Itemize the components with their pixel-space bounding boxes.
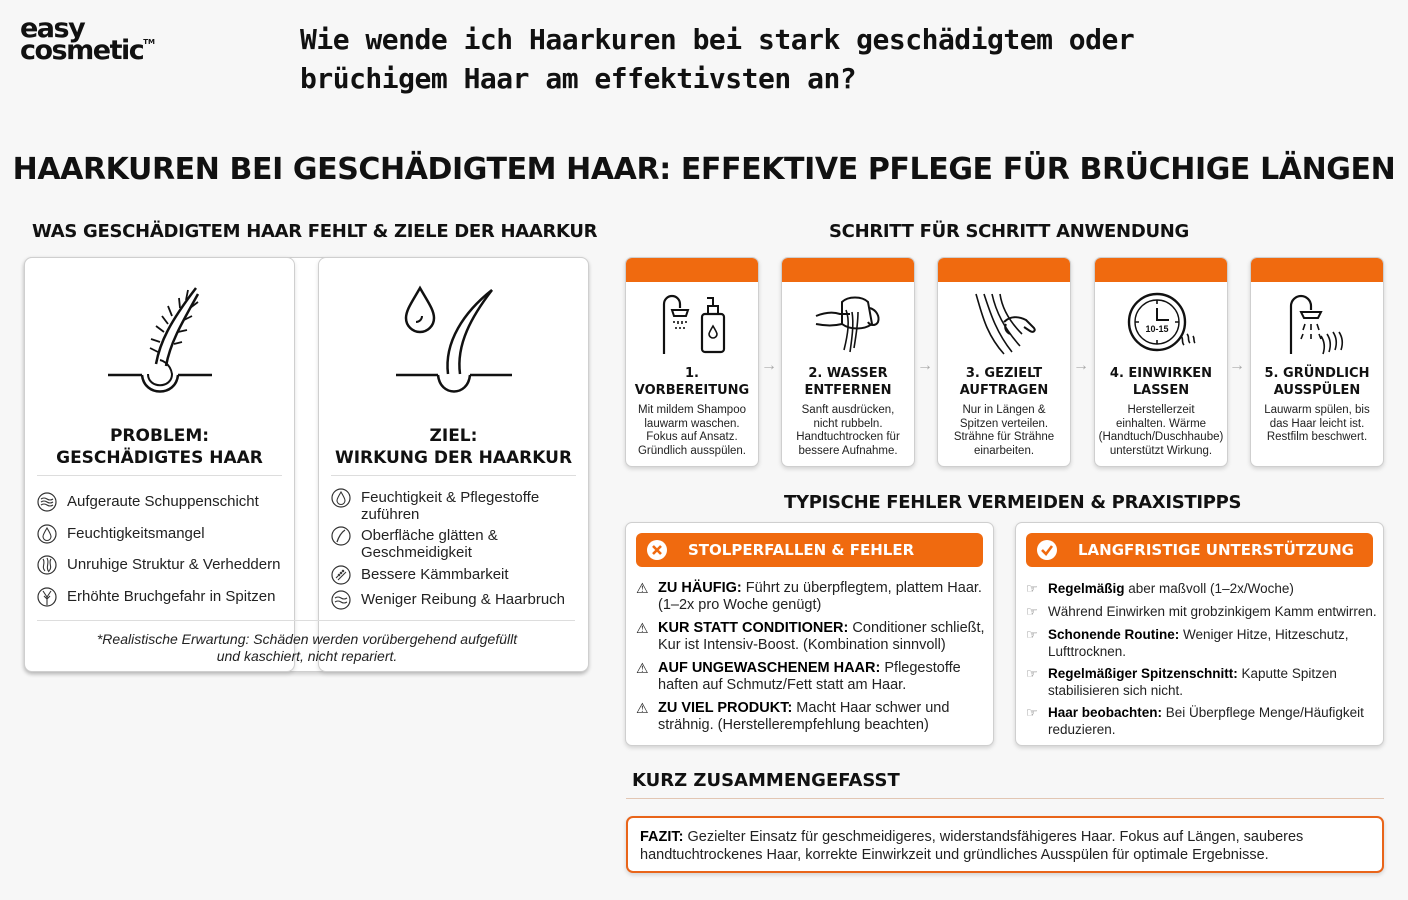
pointing-hand-icon: ☞ (1026, 627, 1038, 642)
problem-goal-card (24, 257, 588, 672)
divider (37, 620, 575, 621)
support-item (1026, 666, 1337, 699)
pointing-hand-icon: ☞ (1026, 705, 1038, 720)
left-section-title: WAS GESCHÄDIGTEM HAAR FEHLT & ZIELE DER HAARKUR (32, 221, 598, 242)
check-circle-icon (1036, 539, 1058, 561)
step-title: 1. VORBEREITUNG (634, 366, 750, 398)
tip-bold: Regelmäßiger Spitzenschnitt: (1048, 666, 1238, 681)
support-item (1026, 705, 1364, 738)
warning-icon: ⚠ (636, 620, 649, 636)
x-circle-icon (646, 539, 668, 561)
tip-text: Kaputte Spitzen (1237, 666, 1337, 681)
problem-item-text: Aufgeraute Schuppenschicht (67, 493, 259, 510)
tip-text: Während Einwirken mit grobzinkigem Kamm entwirren. (1048, 604, 1377, 619)
step-bar (1095, 258, 1227, 282)
fazit-text: handtuchtrockenes Haar, korrekte Einwirkzeit und gründliches Ausspülen für optimale Ergebnisse. (640, 847, 1269, 863)
divider (626, 798, 1384, 799)
error-text: strähnig. (Herstellerempfehlung beachten) (658, 717, 929, 733)
error-text: Macht Haar schwer und (792, 700, 950, 716)
note-line: *Realistische Erwartung: Schäden werden vorübergehend aufgefüllt (96, 631, 518, 647)
tip-bold: Haar beobachten: (1048, 705, 1163, 720)
healthy-hair-droplet-icon (394, 282, 514, 410)
goal-item-text: Weniger Reibung & Haarbruch (361, 591, 566, 608)
shower-bottle-icon (656, 290, 728, 356)
tips-section-title: TYPISCHE FEHLER VERMEIDEN & PRAXISTIPPS (784, 492, 1242, 513)
goal-item-text: Feuchtigkeit & Pflegestoffe zuführen (361, 489, 540, 523)
tip-bold: Regelmäßig (1048, 581, 1125, 596)
divider (37, 475, 282, 476)
brand-line2: cosmetic (20, 35, 144, 67)
step-desc: Lauwarm spülen, bis (1264, 404, 1370, 416)
problem-item-text: Erhöhte Bruchgefahr in Spitzen (67, 588, 276, 605)
brand-logo (20, 13, 155, 67)
tip-text: Bei Überpflege Menge/Häufigkeit (1162, 705, 1364, 720)
error-bold: ZU VIEL PRODUKT: (658, 700, 793, 716)
goal-item (331, 527, 531, 561)
support-box (1015, 522, 1384, 746)
smooth-strand-icon (331, 526, 351, 546)
step-card-5 (1250, 257, 1384, 467)
droplet-icon (331, 488, 351, 508)
waves-icon (331, 590, 351, 610)
step-desc: das Haar leicht ist. (1269, 417, 1365, 430)
step-desc: unterstützt Wirkung. (1109, 444, 1213, 457)
fazit-box (626, 816, 1384, 873)
pointing-hand-icon: ☞ (1026, 604, 1038, 619)
support-item (1026, 581, 1294, 598)
pointing-hand-icon: ☞ (1026, 666, 1038, 681)
damaged-hair-follicle-icon (100, 282, 220, 410)
split-end-icon (37, 587, 57, 607)
step-bar (626, 258, 758, 282)
error-text: Conditioner schließt, (848, 620, 985, 636)
note-line: und kaschiert, nicht repariert. (216, 648, 398, 664)
error-item (636, 660, 961, 694)
warning-icon: ⚠ (636, 580, 649, 596)
problem-card (24, 257, 295, 672)
step-title: 3. GEZIELT (965, 366, 1043, 381)
step-desc: Mit mildem Shampoo (637, 404, 746, 416)
problem-item (37, 556, 280, 575)
steps-section-title: SCHRITT FÜR SCHRITT ANWENDUNG (829, 221, 1190, 242)
arrow-right-icon: → (761, 357, 777, 374)
goal-item (331, 591, 565, 610)
error-bold: ZU HÄUFIG: (658, 580, 742, 596)
summary-title: KURZ ZUSAMMENGEFASST (632, 770, 900, 791)
step-desc: einhalten. Wärme (1115, 417, 1207, 430)
problem-item (37, 588, 275, 607)
goal-item-text: Oberfläche glätten & Geschmeidigkeit (361, 527, 498, 561)
clock-label: 10-15 (1145, 324, 1169, 334)
step-desc: bessere Aufnahme. (798, 444, 898, 457)
step-desc: lauwarm waschen. (644, 417, 740, 430)
page-question: Wie wende ich Haarkuren bei stark geschädigtem oder brüchigem Haar am effektivsten an? (300, 23, 1135, 95)
errors-box (625, 522, 994, 746)
step-desc: nicht rubbeln. (813, 417, 883, 430)
problem-item-text: Unruhige Struktur & Verheddern (67, 556, 281, 573)
problem-heading-1: PROBLEM: (109, 426, 210, 446)
shower-head-icon (1281, 290, 1353, 356)
tip-text: stabilisieren sich nicht. (1048, 682, 1184, 698)
step-bar (782, 258, 914, 282)
error-text: Kur ist Intensiv-Boost. (Kombination sinnvoll) (658, 637, 946, 653)
fazit-text: Gezielter Einsatz für geschmeidigeres, widerstandsfähigeres Haar. Fokus auf Längen, sauberes (683, 829, 1304, 845)
step-desc: Restfilm beschwert. (1266, 431, 1368, 444)
error-bold: AUF UNGEWASCHENEM HAAR: (658, 660, 881, 676)
realistic-expectation-note (25, 631, 589, 665)
layers-icon (37, 492, 57, 512)
step-card-1 (625, 257, 759, 467)
main-title: HAARKUREN BEI GESCHÄDIGTEM HAAR: EFFEKTIVE PFLEGE FÜR BRÜCHIGE LÄNGEN (12, 152, 1396, 187)
error-text: Führt zu überpflegtem, plattem Haar. (741, 580, 982, 596)
goal-heading-1: ZIEL: (429, 426, 478, 446)
problem-item (37, 493, 259, 512)
warning-icon: ⚠ (636, 700, 649, 716)
comb-icon (331, 565, 351, 585)
tip-bold: Schonende Routine: (1048, 627, 1180, 642)
step-title: 4. EINWIRKEN (1109, 366, 1213, 381)
error-text: haften auf Schmutz/Fett statt am Haar. (658, 677, 907, 693)
divider (331, 475, 576, 476)
step-desc: Gründlich ausspülen. (637, 444, 747, 457)
support-item (1026, 604, 1377, 621)
goal-item (331, 566, 509, 585)
tip-text: aber maßvoll (1–2x/Woche) (1124, 581, 1294, 596)
error-bold: KUR STATT CONDITIONER: (658, 620, 849, 636)
support-item (1026, 627, 1349, 660)
fazit-label: FAZIT: (640, 829, 684, 845)
goal-card (318, 257, 589, 672)
error-item (636, 620, 985, 654)
step-title: 2. WASSER (808, 366, 888, 381)
brand-tm: TM (143, 38, 155, 47)
droplet-icon (37, 524, 57, 544)
pointing-hand-icon: ☞ (1026, 581, 1038, 596)
step-desc: Spitzen verteilen. (959, 417, 1049, 430)
step-desc: (Handtuch/Duschhaube) (1098, 431, 1224, 444)
step-card-2 (781, 257, 915, 467)
problem-heading-2: GESCHÄDIGTES HAAR (56, 448, 263, 468)
support-banner (1026, 533, 1373, 567)
step-desc: Herstellerzeit (1127, 404, 1195, 416)
step-desc: Handtuchtrocken für (796, 431, 900, 444)
problem-item (37, 525, 205, 544)
errors-heading: STOLPERFALLEN & FEHLER (688, 541, 915, 559)
step-bar (938, 258, 1070, 282)
arrow-right-icon: → (1073, 357, 1089, 374)
step-title: LASSEN (1132, 383, 1190, 398)
arrow-right-icon: → (917, 357, 933, 374)
step-desc: Nur in Längen & (962, 404, 1046, 416)
arrow-right-icon: → (1229, 357, 1245, 374)
error-item (636, 580, 982, 614)
tip-text: Weniger Hitze, Hitzeschutz, (1179, 627, 1349, 642)
brand-line1: easy (20, 13, 85, 44)
hand-hair-icon (968, 290, 1040, 356)
tangle-icon (37, 555, 57, 575)
tip-text: Lufttrocknen. (1048, 643, 1127, 659)
step-desc: Fokus auf Ansatz. (646, 431, 738, 444)
step-title: ENTFERNEN (804, 383, 892, 398)
support-heading: LANGFRISTIGE UNTERSTÜTZUNG (1078, 541, 1354, 559)
step-title: AUFTRAGEN (959, 383, 1049, 398)
goal-item (331, 489, 551, 523)
towel-hands-icon (812, 290, 884, 356)
step-desc: einarbeiten. (973, 444, 1035, 457)
errors-banner (636, 533, 983, 567)
goal-item-text: Bessere Kämmbarkeit (361, 566, 509, 583)
clock-icon (1125, 290, 1197, 356)
error-text: Pflegestoffe (880, 660, 961, 676)
step-desc: Strähne für Strähne (953, 431, 1055, 444)
goal-heading-2: WIRKUNG DER HAARKUR (334, 448, 573, 468)
step-desc: Sanft ausdrücken, (801, 404, 895, 416)
step-bar (1251, 258, 1383, 282)
error-item (636, 700, 949, 734)
tip-text: reduzieren. (1048, 721, 1116, 737)
step-title: AUSSPÜLEN (1273, 383, 1361, 398)
step-card-4 (1094, 257, 1228, 467)
problem-item-text: Feuchtigkeitsmangel (67, 525, 205, 542)
warning-icon: ⚠ (636, 660, 649, 676)
step-card-3 (937, 257, 1071, 467)
step-title: 5. GRÜNDLICH (1264, 366, 1370, 381)
error-text: (1–2x pro Woche genügt) (658, 597, 822, 613)
